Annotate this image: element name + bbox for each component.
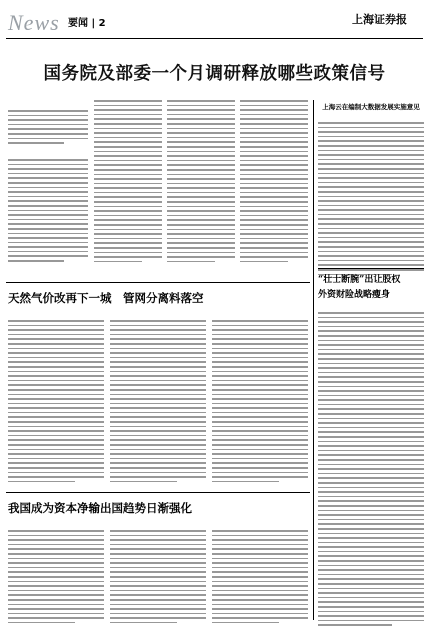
right-mid-story <box>318 272 424 629</box>
column-divider <box>313 100 314 620</box>
section-label: 要闻 | 2 <box>68 18 106 29</box>
main-column-2 <box>94 100 162 265</box>
story3-column-3 <box>212 530 308 626</box>
body-text <box>8 159 88 262</box>
masthead <box>0 0 429 38</box>
story3-column-1 <box>8 530 104 626</box>
paper-name: 上海证券报 <box>352 14 407 26</box>
main-column-4 <box>240 100 308 265</box>
right-mid-headline-2: 外资财险战略瘦身 <box>318 290 391 300</box>
story2-column-2 <box>110 320 206 485</box>
story2-column-3 <box>212 320 308 485</box>
main-column-3 <box>167 100 235 265</box>
right-mid-byline <box>318 304 424 310</box>
section-divider-2 <box>6 492 310 493</box>
right-divider <box>318 268 424 269</box>
right-mid-headline-1: “壮士断腕”出让股权 <box>318 275 401 285</box>
main-lead-column <box>8 110 88 265</box>
story3-column-2 <box>110 530 206 626</box>
lead-paragraph <box>8 110 88 150</box>
story2-headline: 天然气价改再下一城 管网分离料落空 <box>8 291 204 305</box>
brand-wordmark: News <box>8 10 60 35</box>
section-divider <box>6 282 310 283</box>
right-top-byline <box>318 114 424 120</box>
story2-column-1 <box>8 320 104 485</box>
main-byline <box>8 150 88 156</box>
right-mid-body <box>318 312 424 626</box>
masthead-rule <box>6 38 423 39</box>
right-top-body <box>318 122 424 275</box>
right-top-story <box>318 102 424 278</box>
right-top-headline: 上海云在编制大数据发展实施意见 <box>322 103 420 111</box>
main-headline: 国务院及部委一个月调研释放哪些政策信号 <box>43 64 386 84</box>
story3-headline: 我国成为资本净输出国趋势日渐强化 <box>8 501 192 515</box>
